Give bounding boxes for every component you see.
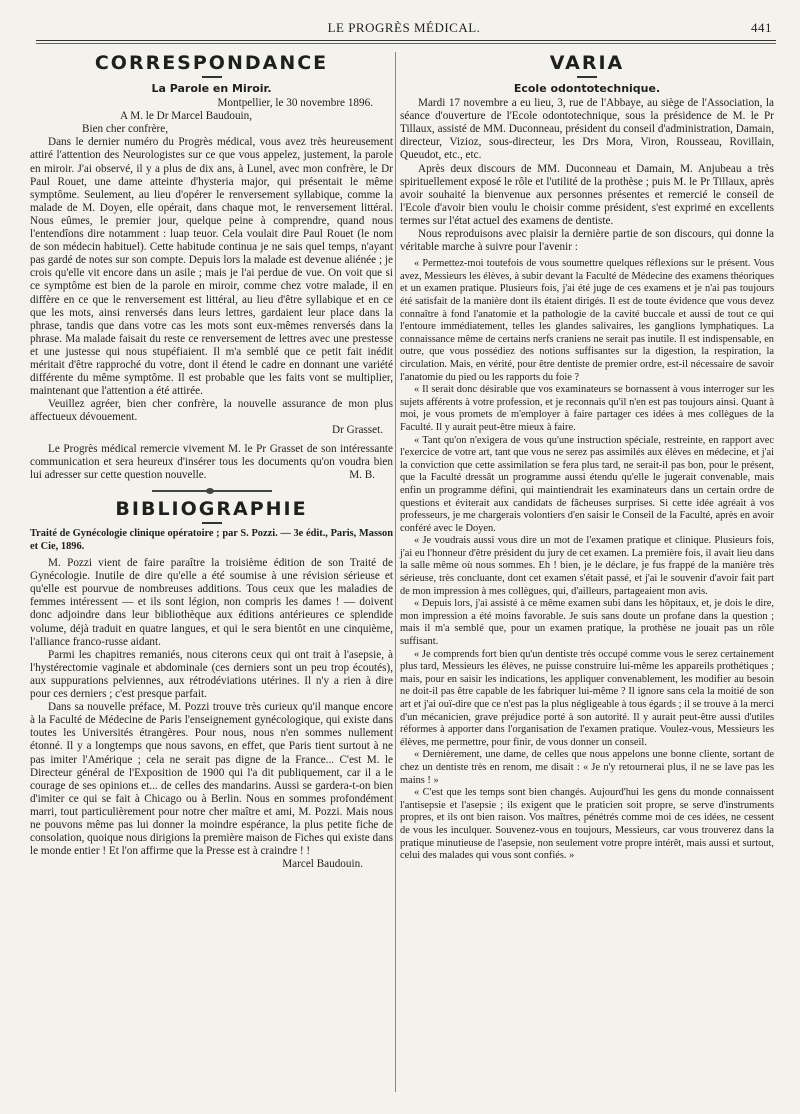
left-column — [30, 52, 393, 871]
letter-place-date: Montpellier, le 30 novembre 1896. — [217, 97, 373, 110]
section-ornament-rule — [152, 490, 272, 492]
article-subtitle: La Parole en Miroir. — [151, 82, 272, 95]
speech-quotation — [400, 258, 774, 863]
letter-paragraph: Dans le dernier numéro du Progrès médical, vous avez très heureusement attiré l'attention des Neurologistes sur ce que vous appelez, justement, la parole en miroir. J'ai observé, il y a plus de dix ans, à Lunel, avec mon confrère, le Dr Paul Rouet, une dame atteinte d'hysteria major, qui présentait le même symptôme. Seulement, au lieu d'opérer le renversement syllabique, comme la malade de M. Doyen, elle opérait, dans chaque mot, le renversement littéral. Nous eûmes, le premier jour, quelque peine à comprendre, quand nous l'entendîons dire notamment : luap teuor. Cela voulait dire Paul Rouet (le nom de son médecin habituel). Cette habitude continua je ne sais quel temps, n'ayant pas gardé de notes sur son compte. Depuis lors la malade est devenue aliénée ; je crois qu'elle vit encore dans un asile ; mais je l'ai perdue de vue. On voit que si ce symptôme est bien de la parole en miroir, comme chez votre malade, il en diffère en ce que le renversement est littéral, au lieu d'être syllabique et en ce que les mots, ainsi renversés dans leurs lettres, gardaient leur place dans la phrase, tandis que dans votre cas les mots sont eux-mêmes renversés dans la phrase. Ma malade faisait du reste ce renversement de lettres avec une prestesse et une justesse qui nous stupéfiaient. Il m'a semblé que ce petit fait inédit méritait d'être rapproché du votre, dont il étend le cadre en donnant une variété différente du même symptôme. Il est probable que les faits vont se multiplier, maintenant que l'attention a été attirée. — [30, 136, 393, 398]
quote-paragraph: « Permettez-moi toutefois de vous soumettre quelques réflexions sur le présent. Vous avez, Messieurs les élèves, à subir devant la Faculté de Médecine des examens théoriques et un examen pratique. Plusieurs fois, j'ai été juge de ces examens et je n'ai pas toujours été satisfait de la manière dont ils étaient dirigés. Il est de toute évidence que vous devez connaître à fond l'anatomie et la pathologie de la cavité buccale et aussi de tout ce qui l'entoure immédiatement, telles les glandes salivaires, les ganglions lymphatiques. La connaissance même de certains nerfs craniens ne serait pas inutile. Il est indispensable, en outre, que vous possédiez des notions suffisantes sur la digestion, la respiration, la circulation. Mais, en vérité, pour être dentiste de premier ordre, est-il nécessaire de savoir l'anatomie du pied ou les rapports du foie ? — [400, 258, 774, 383]
page-number: 441 — [751, 20, 772, 35]
quote-paragraph: « C'est que les temps sont bien changés. Aujourd'hui les gens du monde connaissent l'antisepsie et l'asepsie ; ils exigent que le praticien soit propre, se serve d'instruments propres, et ils ont bien raison. Vos maîtres, pénétrés comme moi de ces idées, ne cessent de vous les inculquer. Souvenez-vous en toujours, Messieurs, car vous trouverez dans la pratique minutieuse de l'asepsie, non seulement votre propre intérêt, mais aussi et surtout, celui des malades qui vous sont confiés. » — [400, 787, 774, 862]
quote-paragraph: « Il serait donc désirable que vos examinateurs se bornassent à vous interroger sur les sujets afférents à votre profession, et je reconnais qu'il n'en est pas toujours ainsi. Quant à moi, je vous promets de m'employer à faire partager ces idées à mes collègues de la Faculté. Il y aurait peut-être mieux à faire. — [400, 384, 774, 433]
book-reference: Traité de Gynécologie clinique opératoire ; par S. Pozzi. — 3e édit., Paris, Masson et Cie, 1896. — [30, 527, 393, 552]
review-paragraph: Dans sa nouvelle préface, M. Pozzi trouve très curieux qu'il manque encore à la Faculté de Médecine de Paris l'enseignement gynécologique, qui existe dans toutes les Universités étrangères. Pour nous, nous n'en sommes nullement étonné. Il y a longtemps que nous savons, en effet, que Paris tient surtout à ne pas imiter l'Amérique ; cela ne serait pas digne de la France... C'est M. le Directeur général de l'Exposition de 1900 qui l'a dit publiquement, car il a le courage de ses opinions et... de celles des mandarins. Aussi se gardera-t-on bien d'imiter ce qui se fait à Chicago ou à Berlin. Nous en sommes profondément marri, tout particulièrement pour notre cher maître et ami, M. Pozzi. Mais nous ne pouvons même pas lui donner la moindre espérance, la plus petite fiche de consolation, quoique nous dirigions la première maison de Fiches qui existe dans le monde entier ! Et l'on affirme que la Presse est à craindre ! ! — [30, 701, 393, 858]
editor-note-signature: M. B. — [349, 468, 375, 481]
letter-salutation: Bien cher confrère, — [82, 123, 169, 136]
letter-signature: Dr Grasset. — [332, 424, 383, 437]
quote-paragraph: « Tant qu'on n'exigera de vous qu'une instruction spéciale, restreinte, en rapport avec l'exercice de votre art, tant que vous ne serez pas assimilés aux élèves en médecine, et j'ai la conviction que cette assimilation se fera plus tard, ne serait-il pas bon, pour le présent, que la Faculté dressât un programme aussi étendu qu'elle le jugerait convenable, mais enfin un programme défini, qui maintiendrait les examinateurs dans un certain ordre de questions et éviterait aux candidats de fâcheuses surprises. Si cette idée agréait à vos professeurs, je me chargerais volontiers d'en saisir le Conseil de la Faculté, après en avoir conféré avec le Doyen. — [400, 434, 774, 534]
report-paragraph: Mardi 17 novembre a eu lieu, 3, rue de l'Abbaye, au siège de l'Association, la séance d'ouverture de l'Ecole odontotechnique, sous la présidence de M. le Pr Tillaux, assisté de MM. Duconneau, président du conseil d'administration, Damain, directeur, Vizioz, sous-directeur, les Drs Mora, Viron, Rousseau, Rovillain, Queudot, etc., etc. — [400, 97, 774, 162]
section-title-correspondance: CORRESPONDANCE — [94, 52, 329, 74]
title-rule — [202, 522, 222, 524]
report-paragraph: Nous reproduisons avec plaisir la dernière partie de son discours, qui donne la véritable marche à suivre pour l'avenir : — [400, 228, 774, 254]
article-subtitle: Ecole odontotechnique. — [513, 82, 661, 95]
letter-addressee: A M. le Dr Marcel Baudouin, — [120, 110, 253, 123]
section-title-varia: VARIA — [549, 52, 625, 74]
journal-title: LE PROGRÈS MÉDICAL. — [327, 20, 481, 35]
review-signature: Marcel Baudouin. — [282, 858, 363, 871]
quote-paragraph: « Je comprends fort bien qu'un dentiste très occupé comme vous le serez certainement plus tard, Messieurs les élèves, ne puisse construire lui-même les appareils prothétiques ; mais, pour en saisir les indications, les appliquer convenablement, les modifier au besoin ne doit-il pas être capable de les fabriquer lui-même ? Il ignore sans cela la moitié de son art et j'ai ouï-dire que ce n'est pas la plus négligeable à tous égards ; il se trouve à la merci d'un mécanicien, grave préjudice porté à son autorité. Il y aurait peut-être aussi d'utiles réformes à apporter dans l'organisation de l'examen pratique. Voulez-vous, Messieurs les élèves, me permettre, pour finir, de vous donner un conseil. — [400, 648, 774, 748]
header-rule-secondary — [36, 43, 776, 44]
report-paragraph: Après deux discours de MM. Duconneau et Damain, M. Anjubeau a très spirituellement exposé le rôle et l'utilité de la prothèse ; puis M. le Pr Tillaux, après avoir souhaité la bienvenue aux personnes présentes et remercié le conseil de l'Ecole d'avoir bien voulu le choisir comme président, s'est exprimé en excellents termes sur l'état actuel des examens de dentiste. — [400, 162, 774, 227]
column-divider — [395, 52, 396, 1092]
editor-note: Le Progrès médical remercie vivement M. le Pr Grasset de son intéressante communication et sera heureux d'insérer tous les documents qu'on voudra bien lui adresser sur cette question nouvelle. — [30, 442, 393, 481]
quote-paragraph: « Dernièrement, une dame, de celles que nous appelons une bonne cliente, sortant de chez un dentiste très en renom, me disait : « Je n'y retournerai plus, il ne se lave pas les mains ! » — [400, 749, 774, 786]
quote-paragraph: « Depuis lors, j'ai assisté à ce même examen subi dans les hôpitaux, et, je dois le dire, mon impression a été moins favorable. Je suis sans doute un profane dans la question ; mais il m'a semblé que, pour un examen pratique, la prothèse ne jouait pas un rôle suffisant. — [400, 598, 774, 648]
review-paragraph: Parmi les chapitres remaniés, nous citerons ceux qui ont trait à l'asepsie, à l'hystérectomie vaginale et abdominale (ces derniers sont un peu trop écoutés), aux suppurations pelviennes, aux rétrodéviations utérines. Il n'y a rien à dire pour ces derniers ; c'est presque parfait. — [30, 648, 393, 701]
quote-paragraph: « Je voudrais aussi vous dire un mot de l'examen pratique et clinique. Plusieurs fois, j'ai eu l'honneur d'être président du jury de cet examen. La première fois, il avait lieu dans la salle même où nous sommes. Eh ! bien, je le déclare, je fus frappé de la manière très sérieuse, très concluante, dont cet examen s'était passé, et j'ai le souvenir d'avoir fait part de mon impression à mes collègues, qui, d'ailleurs, partageaient mon avis. — [400, 535, 774, 597]
section-title-bibliographie: BIBLIOGRAPHIE — [115, 497, 308, 520]
letter-paragraph: Veuillez agréer, bien cher confrère, la nouvelle assurance de mon plus affectueux dévouement. — [30, 398, 393, 424]
running-head — [36, 20, 772, 42]
header-rule — [36, 40, 776, 41]
title-rule — [202, 76, 222, 78]
title-rule — [577, 76, 597, 78]
right-column — [400, 52, 774, 863]
review-paragraph: M. Pozzi vient de faire paraître la troisième édition de son Traité de Gynécologie. Inutile de dire qu'elle a été soumise à une révision sérieuse et qu'elle est pourvue de nombreuses additions. Tous ceux que les maladies de femmes intéressent — et ils sont légion, non compris les dames ! — doivent donc adjoindre dans leur bibliothèque aux éditions antérieures ce splendide volume, déjà traduit en quatre langues, et qui le sera bientôt en une cinquième, l'alliance franco-russe aidant. — [30, 557, 393, 648]
